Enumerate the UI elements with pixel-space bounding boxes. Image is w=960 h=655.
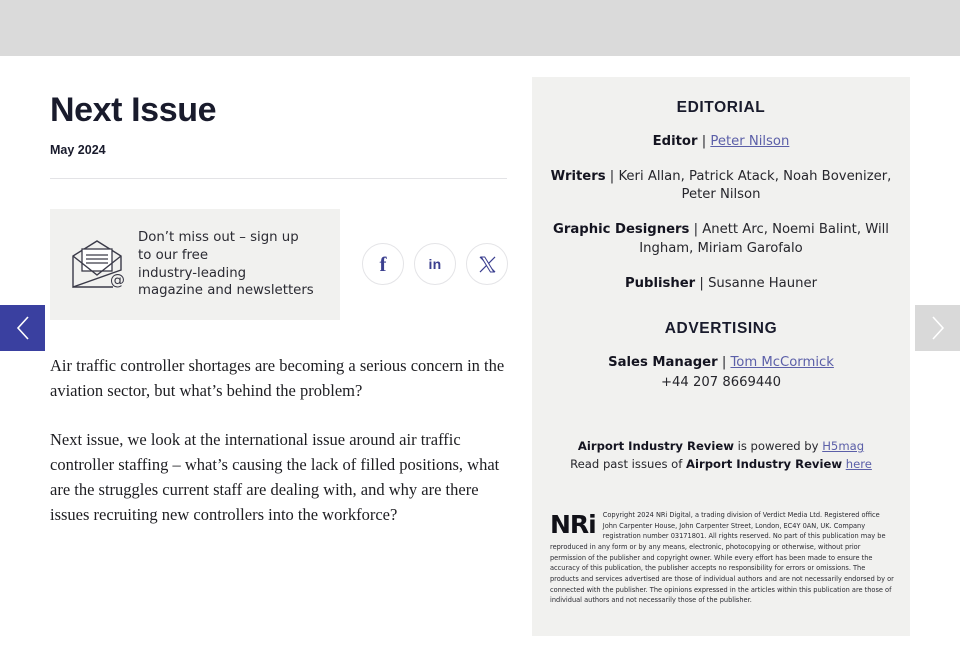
social-links [362,243,508,285]
left-column [50,92,510,179]
past-issues-publication: Airport Industry Review [686,456,843,471]
linkedin-link[interactable] [414,243,456,285]
envelope-at-icon [66,237,128,293]
copyright-text: Copyright 2024 NRi Digital, a trading division of Verdict Media Ltd. Registered office John Carpenter House, John Carpenter Street, London, EC4Y 0AN, UK. Company registration number 03171801. All rights reserved. No part of this publication may be reproduced in any form or by any means, electronic, photocopying or otherwise, without prior permission of the publisher and copyright owner. While every effort has been made to ensure the accuracy of this publication, the publisher accepts no responsibility for errors or omissions. The products and services advertised are those of individual authors and are not necessarily endorsed by or connected with the publisher. The opinions expressed in the articles within this publication are those of individual authors and not necessarily those of the publisher. [550,511,894,605]
separator-3: | [693,222,699,238]
designers-credit [550,221,892,258]
separator-2: | [609,168,615,184]
facebook-link[interactable] [362,243,404,285]
promo-line-2: to our free [138,247,209,263]
separator-5: | [721,355,727,371]
separator-1: | [701,134,707,149]
header-divider [50,178,507,179]
body-paragraph-1: Air traffic controller shortages are becoming a serious concern in the aviation sector, but what’s behind the problem? [50,356,505,401]
h5mag-link[interactable]: H5mag [822,439,865,454]
sales-phone-number: +44 207 8669440 [660,375,782,391]
sales-manager-credit [550,354,892,373]
newsletter-promo-text [138,229,314,299]
promo-line-3: industry-leading [138,265,247,281]
powered-by-block [550,438,892,473]
linkedin-icon: in [428,256,442,272]
past-issues-line [550,456,892,473]
body-paragraph-2: Next issue, we look at the international issue around air traffic controller staffing – what’s causing the lack of filled positions, what are the struggles current staff are dealing with, and why are there issues recruiting new controllers into the workforce? [50,430,500,525]
separator-4: | [699,275,704,291]
publisher-label: Publisher [624,275,696,291]
promo-line-4: magazine and newsletters [138,283,314,299]
page-title: Next Issue [50,91,217,129]
writers-label: Writers [550,168,606,184]
past-issues-prefix: Read past issues of [570,456,687,471]
past-issues-link[interactable]: here [845,456,872,471]
newsletter-promo-row [50,209,510,299]
editor-name-link[interactable]: Peter Nilson [710,134,790,149]
x-twitter-icon [478,255,497,274]
designers-label: Graphic Designers [553,222,690,238]
svg-text:@: @ [110,270,125,289]
editor-credit [550,133,892,152]
browser-chrome-bar [0,0,960,56]
issue-date: May 2024 [50,143,106,158]
advertising-heading: ADVERTISING [664,320,778,338]
writers-names: Keri Allan, Patrick Atack, Noah Bovenizer, Peter Nilson [618,168,892,203]
designers-names: Anett Arc, Noemi Balint, Will Ingham, Miriam Garofalo [639,222,889,256]
publisher-name: Susanne Hauner [708,275,818,291]
sales-manager-link[interactable]: Tom McCormick [730,355,834,371]
next-page-button[interactable] [915,305,960,351]
x-twitter-link[interactable] [466,243,508,285]
facebook-icon: f [379,251,387,276]
nri-logo: NRi [550,510,596,539]
previous-page-button[interactable] [0,305,45,351]
newsletter-signup-box[interactable] [50,209,340,320]
powered-by-line [550,438,892,455]
editorial-heading: EDITORIAL [676,99,766,116]
chevron-left-icon [14,314,32,342]
promo-line-1: Don’t miss out – sign up [138,230,299,246]
publisher-credit [550,275,892,294]
powered-publication: Airport Industry Review [577,439,734,454]
copyright-block [550,510,894,606]
masthead-panel [532,77,910,636]
sales-manager-label: Sales Manager [608,355,718,371]
powered-mid-text: is powered by [733,439,823,454]
article-body [50,353,510,527]
editor-label: Editor [652,134,698,149]
chevron-right-icon [929,314,947,342]
writers-credit [550,168,892,205]
